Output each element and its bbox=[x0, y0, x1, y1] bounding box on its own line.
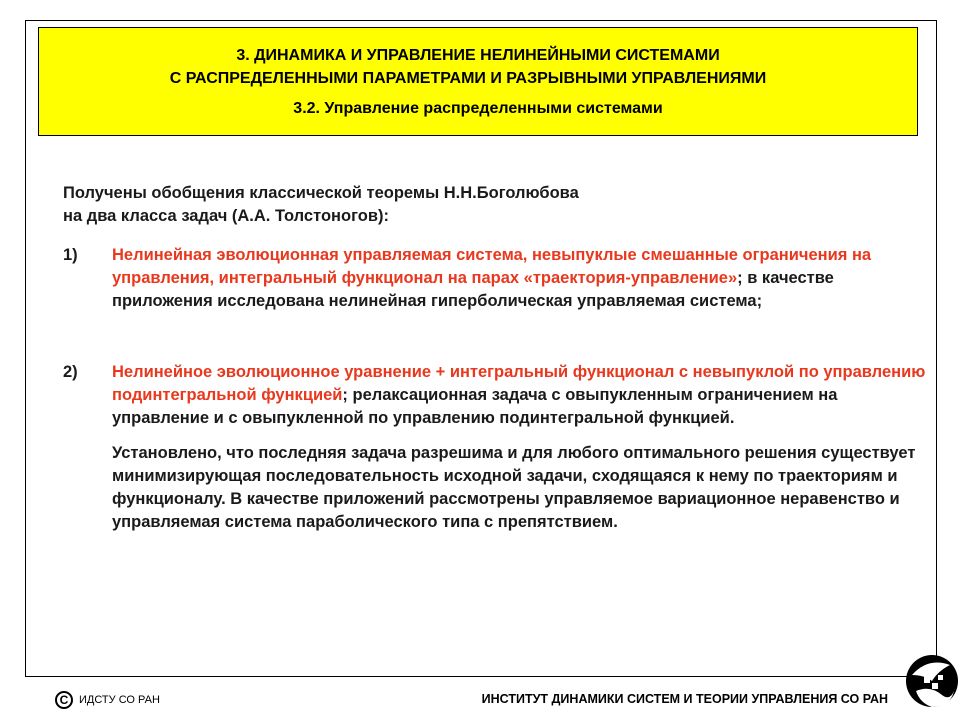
intro-text bbox=[63, 182, 933, 228]
list-item-text: ; в качестве приложения исследована нелинейная гиперболическая управляемая система; bbox=[112, 269, 834, 310]
intro-line2: на два класса задач (А.А. Толстоногов): bbox=[63, 207, 389, 225]
list-item-number: 2) bbox=[63, 363, 78, 381]
list-item-highlight: Нелинейное эволюционное уравнение + интегральный функционал с невыпуклой по управлению подинтегральной функцией bbox=[112, 363, 926, 404]
slide-content bbox=[63, 182, 933, 534]
copyright-icon: C bbox=[55, 691, 73, 709]
conclusion-paragraph: Установлено, что последняя задача разрешима и для любого оптимального решения существует минимизирующая последовательность исходной задачи, сходящаяся к нему по траекториям и функционалу. В качестве приложений рассмотрены управляемое вариационное неравенство и управляемая система параболического типа с препятствием. bbox=[112, 444, 916, 531]
banner-subtitle: 3.2. Управление распределенными системами bbox=[293, 100, 663, 117]
banner-title-line2: С РАСПРЕДЕЛЕННЫМИ ПАРАМЕТРАМИ И РАЗРЫВНЫМИ УПРАВЛЕНИЯМИ bbox=[169, 70, 767, 87]
list-item-number: 1) bbox=[63, 246, 78, 264]
institute-logo-icon bbox=[898, 645, 960, 720]
list-item-1 bbox=[63, 244, 933, 313]
intro-line1: Получены обобщения классической теоремы Н.Н.Боголюбова bbox=[63, 184, 579, 202]
list-item-text: ; релаксационная задача с овыпукленным ограничением на управление и с овыпукленной по управлению подинтегральной функцией. bbox=[112, 386, 838, 427]
footer-institute-name: ИНСТИТУТ ДИНАМИКИ СИСТЕМ И ТЕОРИИ УПРАВЛЕНИЯ СО РАН bbox=[481, 692, 888, 706]
footer-org-short: ИДСТУ СО РАН bbox=[79, 694, 160, 706]
list-item-highlight: Нелинейная эволюционная управляемая система, невыпуклые смешанные ограничения на управления, интегральный функционал на парах «траектория-управление» bbox=[112, 246, 872, 287]
footer-copyright bbox=[55, 691, 160, 709]
list-item-2 bbox=[63, 361, 933, 430]
title-banner bbox=[38, 27, 918, 136]
banner-title-line1: 3. ДИНАМИКА И УПРАВЛЕНИЕ НЕЛИНЕЙНЫМИ СИСТЕМАМИ bbox=[236, 47, 720, 64]
